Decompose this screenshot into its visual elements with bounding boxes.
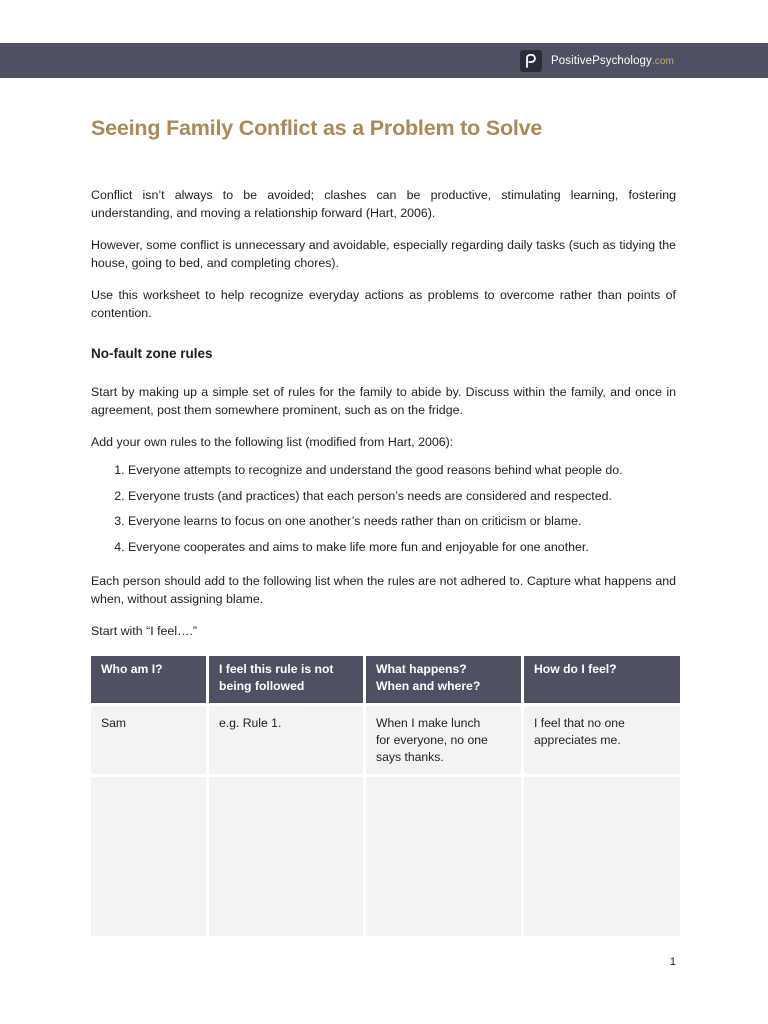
worksheet-body [91, 116, 676, 654]
cell-who-blank[interactable] [91, 777, 206, 936]
instructions-paragraph: Each person should add to the following list when the rules are not adhered to. Capture what happens and when, without assigning blame. [91, 573, 676, 606]
rules-list [91, 461, 676, 556]
brand-name: PositivePsychology.com [551, 55, 674, 67]
rule-item: 4. Everyone cooperates and aims to make life more fun and enjoyable for one another. [128, 538, 676, 556]
cell-feeling[interactable]: I feel that no one appreciates me. [524, 706, 680, 774]
conflict-log-table [88, 653, 683, 939]
header-who-am-i: Who am I? [91, 656, 206, 703]
header-rule-not-followed: I feel this rule is not being followed [209, 656, 363, 703]
page-title: Seeing Family Conflict as a Problem to Solve [91, 116, 543, 140]
rule-item: 2. Everyone trusts (and practices) that each person’s needs are considered and respected. [128, 487, 676, 505]
table-header-row [91, 656, 680, 703]
cell-rule-blank[interactable] [209, 777, 363, 936]
cell-who[interactable]: Sam [91, 706, 206, 774]
rule-item: 1. Everyone attempts to recognize and understand the good reasons behind what people do. [128, 461, 676, 479]
start-prompt: Start with “I feel….” [91, 623, 198, 638]
table-row [91, 706, 680, 774]
cell-rule[interactable]: e.g. Rule 1. [209, 706, 363, 774]
rule-item: 3. Everyone learns to focus on one another’s needs rather than on criticism or blame. [128, 512, 676, 530]
brand[interactable] [520, 50, 674, 72]
table-row [91, 777, 680, 936]
positivepsychology-logo-icon [520, 50, 542, 72]
page-number: 1 [669, 956, 676, 968]
header-bar [0, 43, 768, 78]
header-how-do-i-feel: How do I feel? [524, 656, 680, 703]
intro-paragraph-3: Use this worksheet to help recognize everyday actions as problems to overcome rather than points of contention. [91, 288, 676, 320]
section-heading: No-fault zone rules [91, 346, 213, 361]
intro-paragraph-1: Conflict isn’t always to be avoided; clashes can be productive, stimulating learning, fostering understanding, and moving a relationship forward (Hart, 2006). [91, 188, 676, 220]
cell-what-happens[interactable]: When I make lunch for everyone, no one says thanks. [366, 706, 521, 774]
cell-what-happens-blank[interactable] [366, 777, 521, 936]
cell-feeling-blank[interactable] [524, 777, 680, 936]
header-what-happens: What happens? When and where? [366, 656, 521, 703]
intro-paragraph-2: However, some conflict is unnecessary and avoidable, especially regarding daily tasks (such as tidying the house, going to bed, and completing chores). [91, 238, 676, 270]
section-paragraph-2: Add your own rules to the following list (modified from Hart, 2006): [91, 435, 454, 449]
section-paragraph-1: Start by making up a simple set of rules for the family to abide by. Discuss within the family, and once in agreement, post them somewhere prominent, such as on the fridge. [91, 385, 676, 417]
